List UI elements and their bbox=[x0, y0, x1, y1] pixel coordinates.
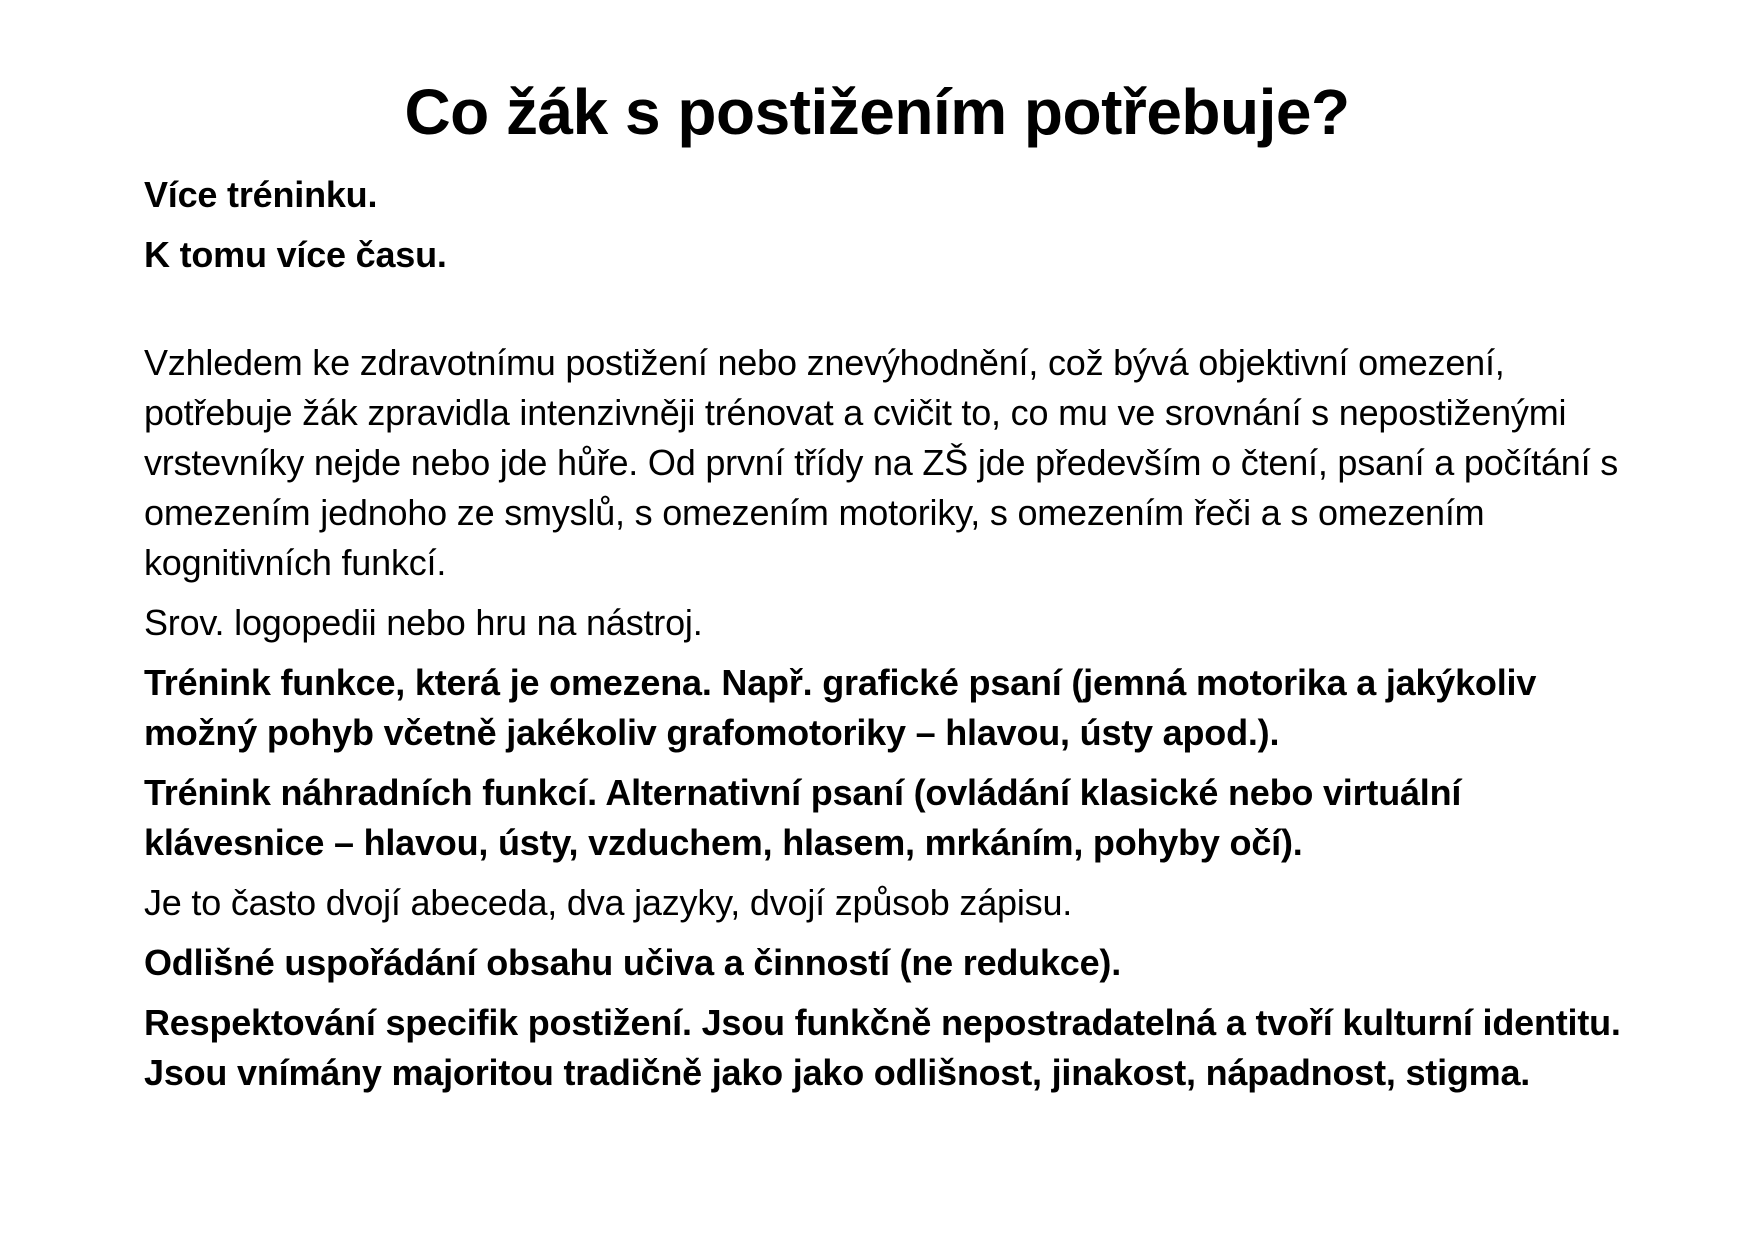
paragraph-comparison: Srov. logopedii nebo hru na nástroj. bbox=[144, 602, 703, 643]
slide-body bbox=[144, 170, 1644, 1098]
paragraph-more-time: K tomu více času. bbox=[144, 234, 447, 275]
paragraph-explanation: Vzhledem ke zdravotnímu postižení nebo znevýhodnění, což bývá objektivní omezení, potřebuje žák zpravidla intenzivněji trénovat a cvičit to, co mu ve srovnání s nepostiženými vrstevníky nejde nebo jde hůře. Od první třídy na ZŠ jde především o čtení, psaní a počítání s omezením jednoho ze smyslů, s omezením motoriky, s omezením řeči a s omezením kognitivních funkcí. bbox=[144, 342, 1619, 583]
paragraph-dual-alphabet: Je to často dvojí abeceda, dva jazyky, dvojí způsob zápisu. bbox=[144, 882, 1073, 923]
paragraph-content-arrangement: Odlišné uspořádání obsahu učiva a činností (ne redukce). bbox=[144, 942, 1122, 983]
paragraph-substitute-functions: Trénink náhradních funkcí. Alternativní psaní (ovládání klasické nebo virtuální klávesnice – hlavou, ústy, vzduchem, hlasem, mrkáním, pohyby očí). bbox=[144, 772, 1462, 863]
slide-title: Co žák s postižením potřebuje? bbox=[404, 76, 1350, 148]
paragraph-more-training: Více tréninku. bbox=[144, 174, 378, 215]
paragraph-function-training: Trénink funkce, která je omezena. Např. grafické psaní (jemná motorika a jakýkoliv možný pohyb včetně jakékoliv grafomotoriky – hlavou, ústy apod.). bbox=[144, 662, 1537, 753]
paragraph-respecting-specifics: Respektování specifik postižení. Jsou funkčně nepostradatelná a tvoří kulturní identitu. Jsou vnímány majoritou tradičně jako jako odlišnost, jinakost, nápadnost, stigma. bbox=[144, 1002, 1621, 1093]
